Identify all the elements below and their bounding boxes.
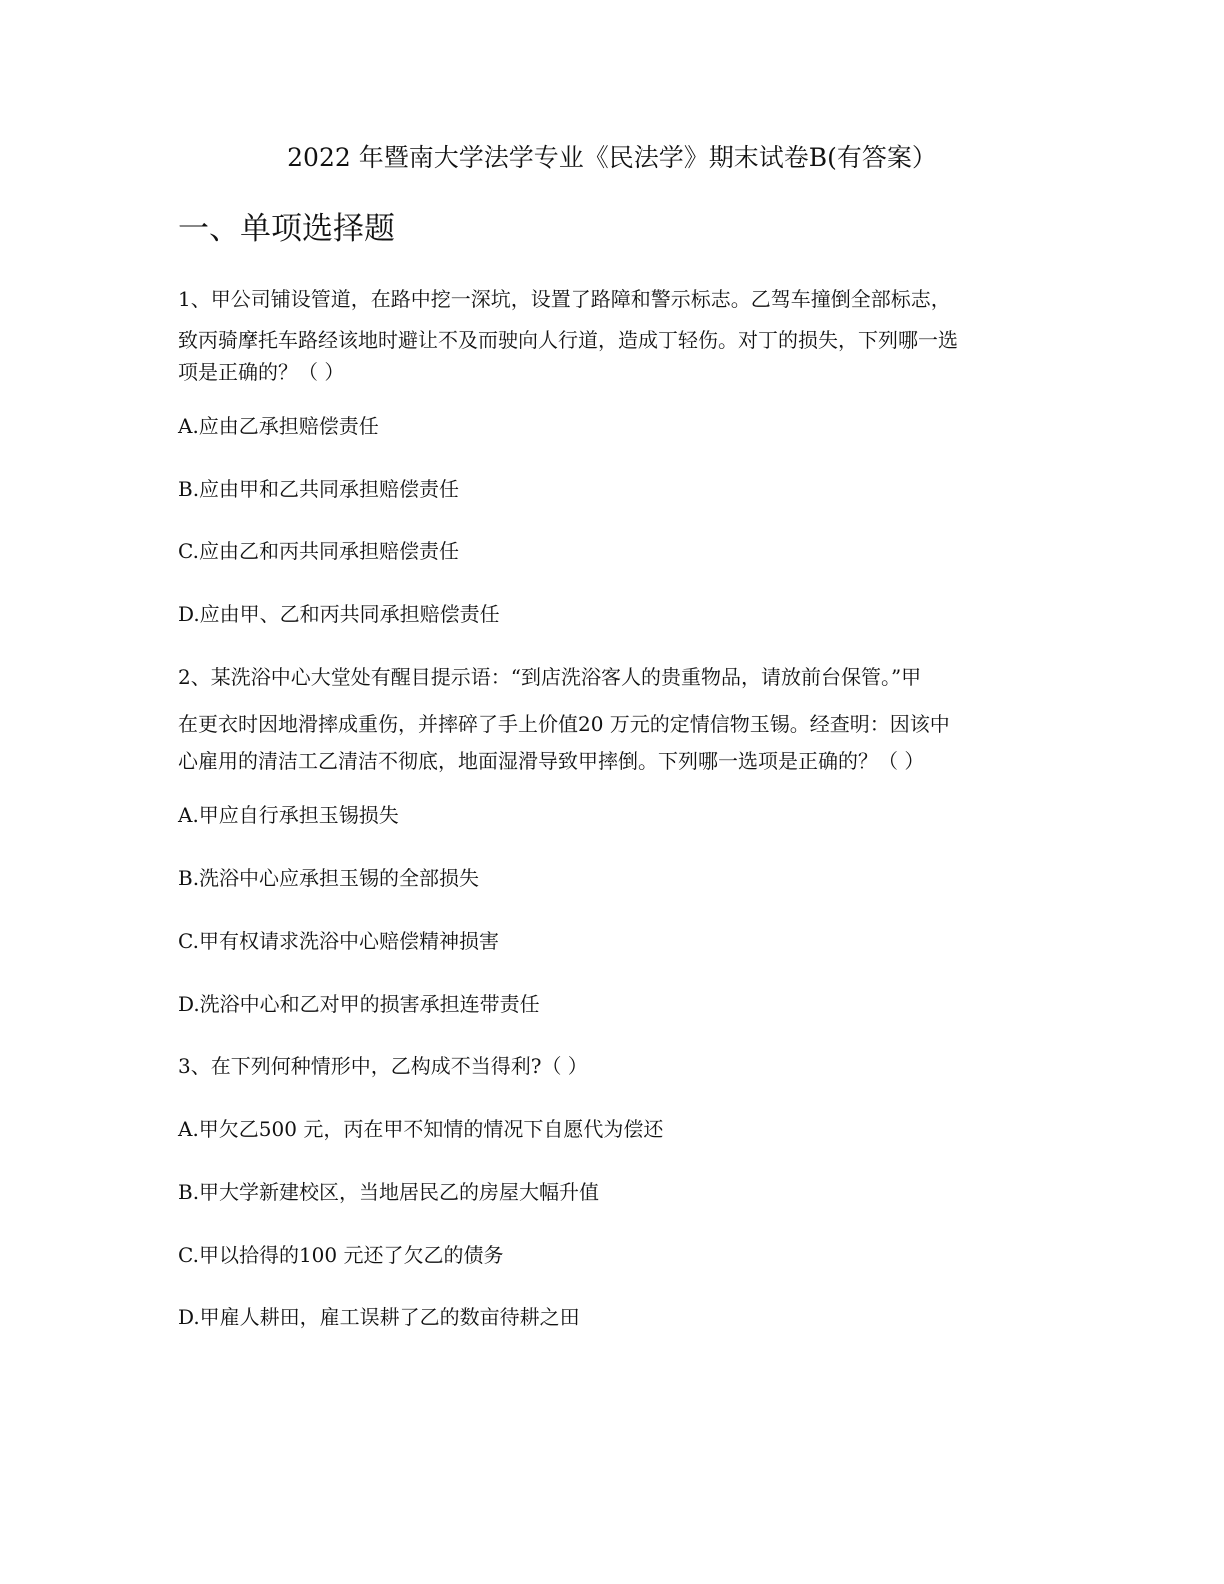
document-title: 2022 年暨南大学法学专业《民法学》期末试卷B(有答案） [287,143,937,172]
question-3-option-b: B.甲大学新建校区，当地居民乙的房屋大幅升值 [178,1180,600,1204]
section-heading: 一、单项选择题 [178,211,395,247]
question-2-line-1: 2、某洗浴中心大堂处有醒目提示语：“到店洗浴客人的贵重物品，请放前台保管。”甲 [178,665,922,689]
question-2-option-c: C.甲有权请求洗浴中心赔偿精神损害 [178,929,499,953]
question-2-option-b: B.洗浴中心应承担玉锡的全部损失 [178,866,480,890]
question-1-option-b: B.应由甲和乙共同承担赔偿责任 [178,477,460,501]
question-1-option-d: D.应由甲、乙和丙共同承担赔偿责任 [178,602,500,626]
question-2-option-d: D.洗浴中心和乙对甲的损害承担连带责任 [178,992,540,1016]
question-2-option-a: A.甲应自行承担玉锡损失 [178,803,399,827]
question-1-line-2: 致丙骑摩托车路经该地时避让不及而驶向人行道，造成丁轻伤。对丁的损失，下列哪一选 [178,328,958,352]
question-3-option-d: D.甲雇人耕田，雇工误耕了乙的数亩待耕之田 [178,1305,580,1329]
question-2-line-3: 心雇用的清洁工乙清洁不彻底，地面湿滑导致甲摔倒。下列哪一选项是正确的？（ ） [178,749,925,773]
question-1-line-3: 项是正确的？（ ） [178,360,345,384]
question-1-option-c: C.应由乙和丙共同承担赔偿责任 [178,539,459,563]
question-3-option-a: A.甲欠乙500 元，丙在甲不知情的情况下自愿代为偿还 [178,1117,664,1141]
question-3-option-c: C.甲以拾得的100 元还了欠乙的债务 [178,1243,504,1267]
question-1-option-a: A.应由乙承担赔偿责任 [178,414,379,438]
question-1-line-1: 1、甲公司铺设管道，在路中挖一深坑，设置了路障和警示标志。乙驾车撞倒全部标志， [178,287,951,311]
question-2-line-2: 在更衣时因地滑摔成重伤，并摔碎了手上价值20 万元的定情信物玉锡。经查明：因该中 [178,712,950,736]
question-3-line-1: 3、在下列何种情形中，乙构成不当得利?（ ） [178,1054,588,1078]
